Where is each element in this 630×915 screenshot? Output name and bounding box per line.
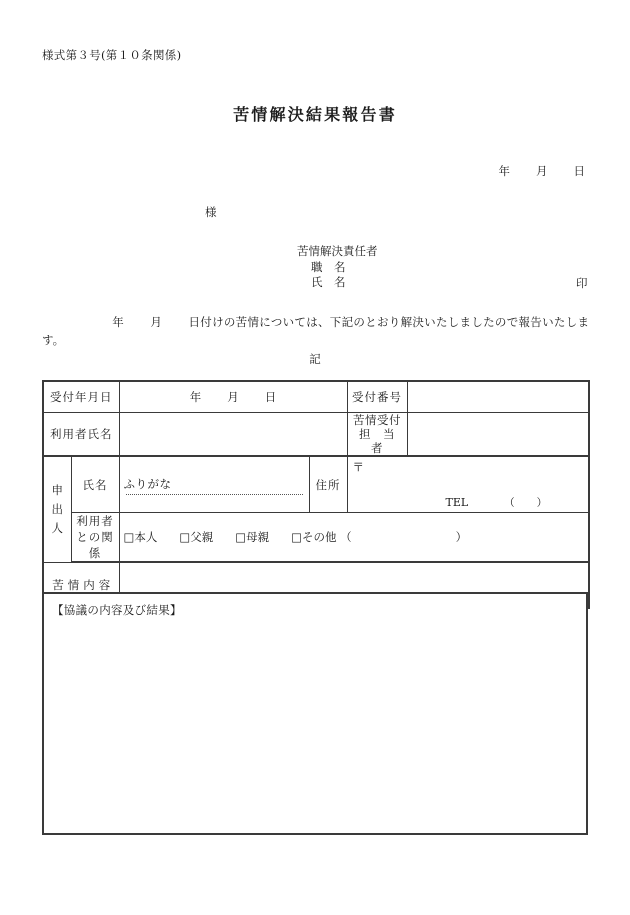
receipt-date-label: 受付年月日 — [43, 381, 119, 413]
relation-option-mother[interactable]: □母親 — [235, 530, 270, 544]
complaint-content-label: 苦情内容 — [43, 562, 119, 608]
applicant-tel-row[interactable] — [446, 495, 548, 510]
furigana-dotted-rule — [126, 493, 303, 495]
applicant-label-char-1: 申 — [51, 482, 63, 497]
applicant-vertical-label — [43, 456, 71, 562]
receipt-date-value[interactable] — [119, 381, 347, 413]
responsible-heading: 苦情解決責任者 — [297, 244, 378, 258]
tel-paren-close: ） — [536, 497, 548, 509]
kijou-marker: 記 — [309, 352, 321, 366]
complaint-staff-value[interactable] — [407, 413, 589, 457]
complaint-staff-label-line1: 苦情受付 — [353, 413, 401, 427]
postal-mark-icon: 〒 — [352, 460, 364, 474]
page-title: 苦情解決結果報告書 — [233, 105, 397, 124]
applicant-label-char-2: 出 — [51, 501, 63, 516]
date-month-label: 月 — [536, 164, 548, 178]
body-text: 日付けの苦情については、下記のとおり解決いたしましたので報告いたします。 — [42, 315, 589, 347]
applicant-address-value[interactable] — [347, 456, 589, 513]
complaint-staff-label — [347, 413, 407, 457]
relation-option-other[interactable]: □その他 — [291, 530, 337, 544]
responsible-person-block — [297, 244, 378, 291]
document-date-line — [499, 163, 586, 179]
applicant-name-label: 氏名 — [71, 456, 119, 513]
user-name-label: 利用者氏名 — [43, 413, 119, 457]
date-day-label: 日 — [573, 164, 585, 178]
receipt-year-label: 年 — [189, 390, 202, 404]
relation-option-father[interactable]: □父親 — [179, 530, 214, 544]
relation-options[interactable] — [119, 513, 589, 563]
applicant-address-label: 住所 — [309, 456, 347, 513]
addressee-honorific: 様 — [205, 205, 217, 219]
applicant-label-char-3: 人 — [51, 520, 63, 535]
discussion-result-label: 【協議の内容及び結果】 — [52, 603, 182, 617]
discussion-result-box[interactable] — [42, 592, 588, 835]
table-row-user — [43, 413, 589, 457]
relation-other-paren-open: （ — [340, 530, 352, 544]
complaint-staff-label-line2: 担 当 者 — [359, 427, 407, 455]
table-row-applicant-name — [43, 456, 589, 513]
body-paragraph — [42, 313, 589, 349]
receipt-day-label: 日 — [264, 390, 277, 404]
body-date-month: 月 — [150, 315, 163, 329]
body-date-year: 年 — [112, 315, 125, 329]
tel-label: TEL — [445, 496, 469, 509]
seal-mark: 印 — [576, 276, 588, 290]
relation-option-self[interactable]: □本人 — [123, 530, 158, 544]
relation-label: 利用者との関係 — [71, 513, 119, 563]
date-year-label: 年 — [498, 164, 510, 178]
table-row-receipt — [43, 381, 589, 413]
table-row-applicant-relation — [43, 513, 589, 563]
responsible-position-label: 職 名 — [311, 259, 346, 274]
user-name-value[interactable] — [119, 413, 347, 457]
receipt-number-value[interactable] — [407, 381, 589, 413]
applicant-name-value[interactable] — [119, 456, 309, 513]
furigana-label: ふりがな — [123, 477, 172, 491]
relation-other-paren-close: ） — [455, 530, 468, 544]
complaint-form-table — [42, 380, 590, 609]
receipt-number-label: 受付番号 — [347, 381, 407, 413]
tel-paren-open: （ — [504, 497, 515, 509]
form-code: 様式第３号(第１０条関係) — [42, 48, 182, 62]
receipt-month-label: 月 — [227, 390, 239, 404]
responsible-name-label: 氏 名 — [311, 275, 346, 289]
